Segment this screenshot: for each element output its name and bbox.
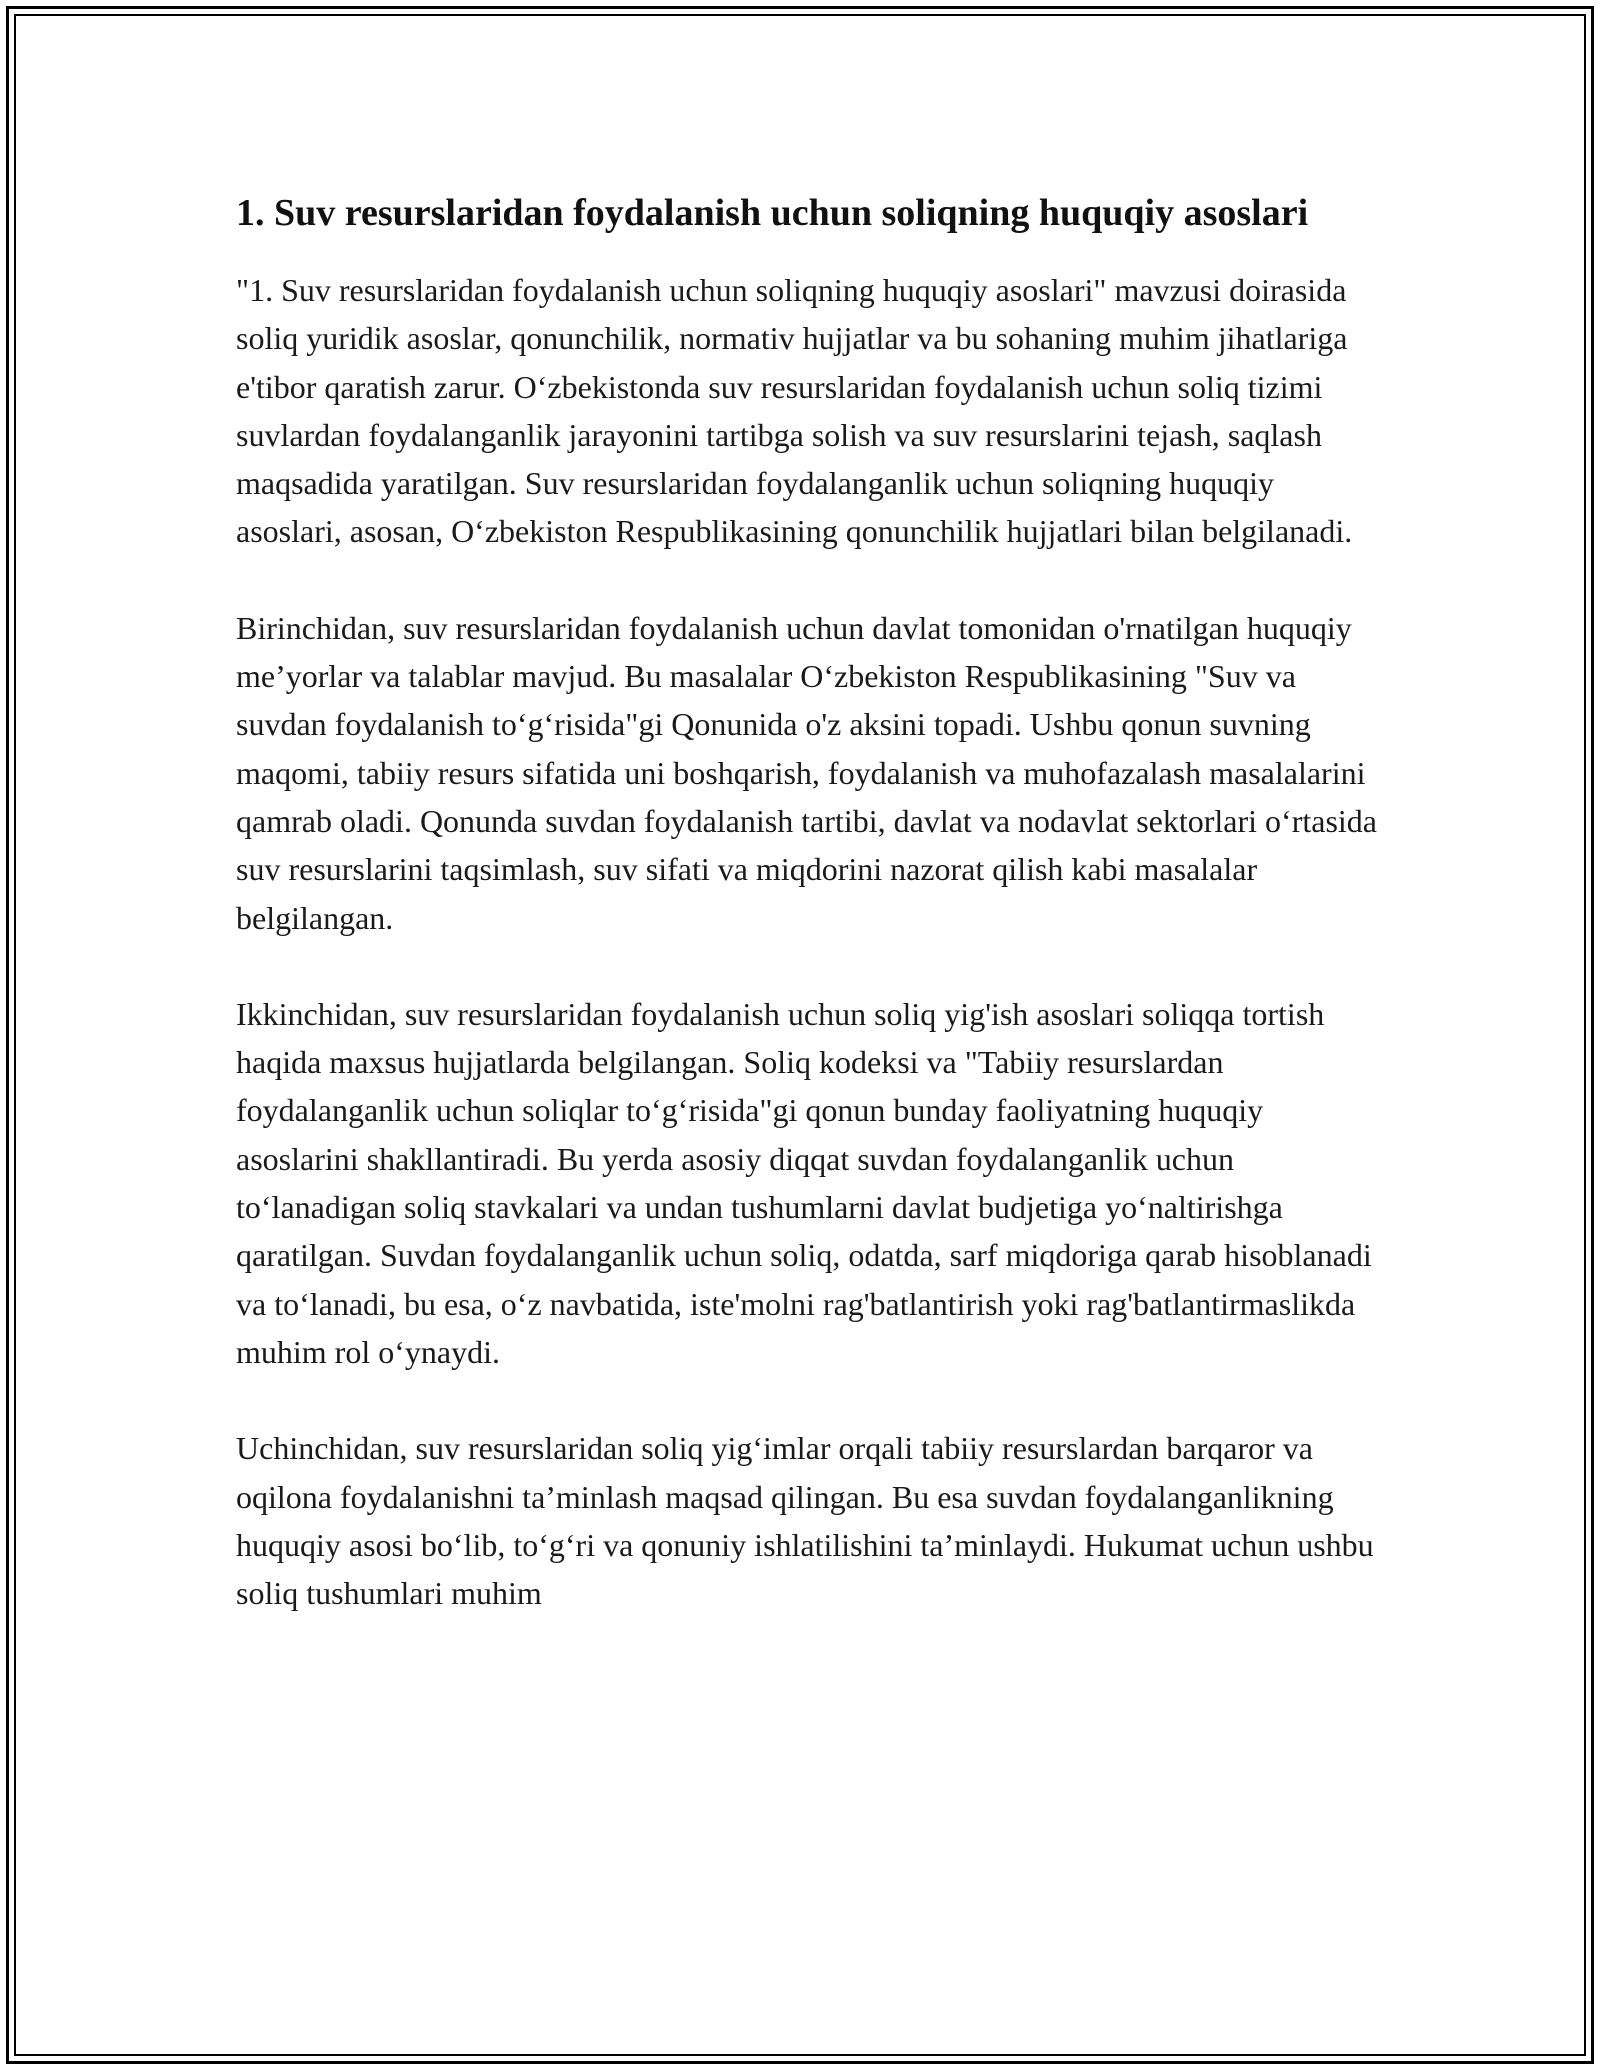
paragraph-2: Birinchidan, suv resurslaridan foydalanish uchun davlat tomonidan o'rnatilgan huquqiy me’yorlar va talablar mavjud. Bu masalalar O‘zbekiston Respublikasining "Suv va suvdan foydalanish to‘g‘risida"gi Qonunida o'z aksini topadi. Ushbu qonun suvning maqomi, tabiiy resurs sifatida uni boshqarish, foydalanish va muhofazalash masalalarini qamrab oladi. Qonunda suvdan foydalanish tartibi, davlat va nodavlat sektorlari o‘rtasida suv resurslarini taqsimlash, suv sifati va miqdorini nazorat qilish kabi masalalar belgilangan. bbox=[236, 609, 1377, 936]
paragraph-1: "1. Suv resurslaridan foydalanish uchun soliqning huquqiy asoslari" mavzusi doirasida soliq yuridik asoslar, qonunchilik, normativ hujjatlar va bu sohaning muhim jihatlariga e'tibor qaratish zarur. O‘zbekistonda suv resurslaridan foydalanish uchun soliq tizimi suvlardan foydalanganlik jarayonini tartibga solish va suv resurslarini tejash, saqlash maqsadida yaratilgan. Suv resurslaridan foydalanganlik uchun soliqning huquqiy asoslari, asosan, O‘zbekiston Respublikasining qonunchilik hujjatlari bilan belgilanadi. bbox=[236, 272, 1353, 550]
paragraph-3: Ikkinchidan, suv resurslaridan foydalanish uchun soliq yig'ish asoslari soliqqa tortish haqida maxsus hujjatlarda belgilangan. Soliq kodeksi va "Tabiiy resurslardan foydalanganlik uchun soliqlar to‘g‘risida"gi qonun bunday faoliyatning huquqiy asoslarini shakllantiradi. Bu yerda asosiy diqqat suvdan foydalanganlik uchun to‘lanadigan soliq stavkalari va undan tushumlarni davlat budjetiga yo‘naltirishga qaratilgan. Suvdan foydalanganlik uchun soliq, odatda, sarf miqdoriga qarab hisoblanadi va to‘lanadi, bu esa, o‘z navbatida, iste'molni rag'batlantirish yoki rag'batlantirmaslikda muhim rol o‘ynaydi. bbox=[236, 995, 1372, 1370]
document-title: 1. Suv resurslaridan foydalanish uchun soliqning huquqiy asoslari bbox=[236, 192, 1309, 234]
document-body bbox=[236, 186, 1386, 1665]
paragraph-4: Uchinchidan, suv resurslaridan soliq yig‘imlar orqali tabiiy resurslardan barqaror va oqilona foydalanishni ta’minlash maqsad qilingan. Bu esa suvdan foydalanganlikning huquqiy asosi bo‘lib, to‘g‘ri va qonuniy ishlatilishini ta’minlaydi. Hukumat uchun ushbu soliq tushumlari muhim bbox=[236, 1430, 1374, 1612]
